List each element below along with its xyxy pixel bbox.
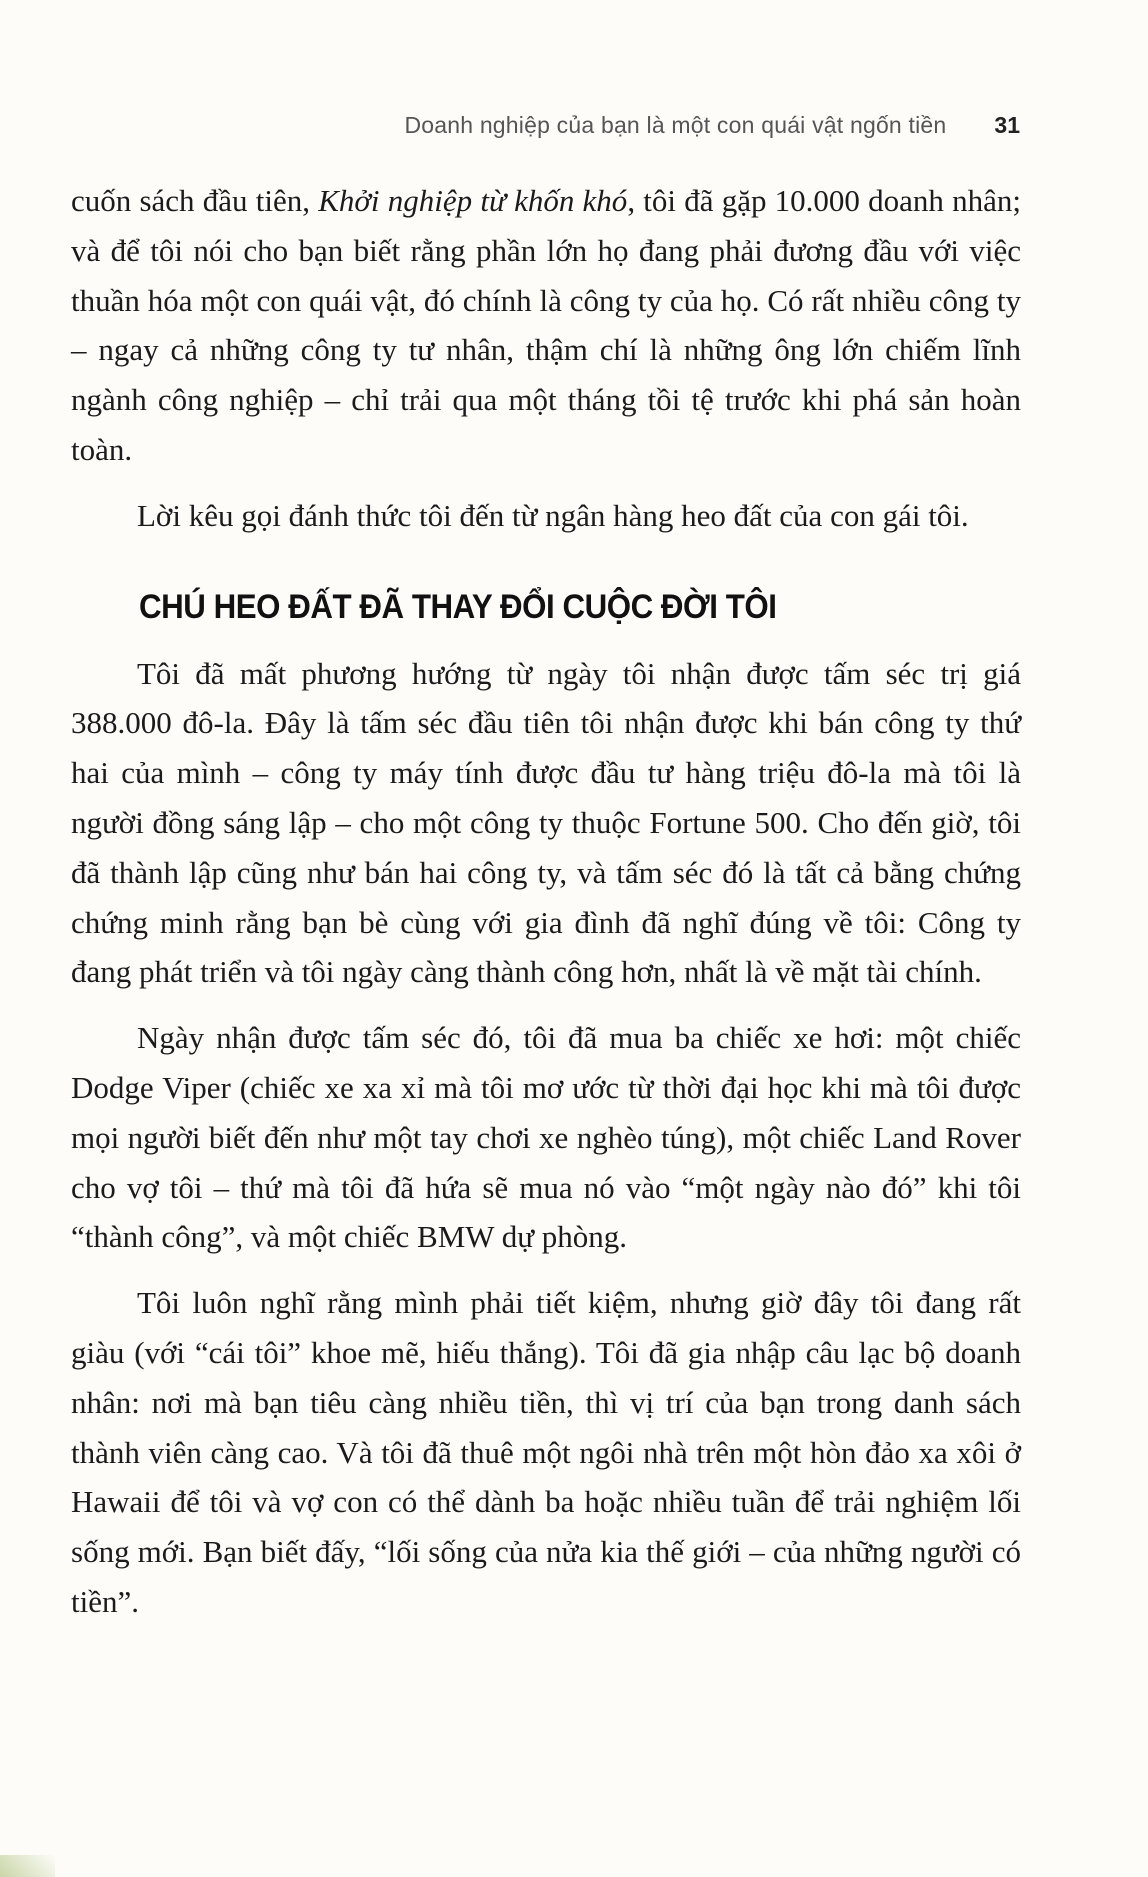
running-title: Doanh nghiệp của bạn là một con quái vật ngốn tiền	[404, 112, 947, 138]
paragraph: Lời kêu gọi đánh thức tôi đến từ ngân hàng heo đất của con gái tôi.	[137, 497, 969, 533]
page-body	[71, 176, 1021, 1627]
section-heading: CHÚ HEO ĐẤT ĐÃ THAY ĐỔI CUỘC ĐỜI TÔI	[139, 587, 777, 626]
paragraph: Tôi đã mất phương hướng từ ngày tôi nhận được tấm séc trị giá 388.000 đô-la. Đây là tấm séc đầu tiên tôi nhận được khi bán công ty thứ hai của mình – công ty máy tính được đầu tư hàng triệu đô-la mà tôi là người đồng sáng lập – cho một công ty thuộc Fortune 500. Cho đến giờ, tôi đã thành lập cũng như bán hai công ty, và tấm séc đó là tất cả bằng chứng chứng minh rằng bạn bè cùng với gia đình đã nghĩ đúng về tôi: Công ty đang phát triển và tôi ngày càng thành công hơn, nhất là về mặt tài chính.	[71, 655, 1021, 990]
page-number: 31	[994, 112, 1020, 138]
book-title-italic: Khởi nghiệp từ khốn khó	[318, 183, 628, 218]
paragraph: Tôi luôn nghĩ rằng mình phải tiết kiệm, nhưng giờ đây tôi đang rất giàu (với “cái tôi” khoe mẽ, hiếu thắng). Tôi đã gia nhập câu lạc bộ doanh nhân: nơi mà bạn tiêu càng nhiều tiền, thì vị trí của bạn trong danh sách thành viên càng cao. Và tôi đã thuê một ngôi nhà trên một hòn đảo xa xôi ở Hawaii để tôi và vợ con có thể dành ba hoặc nhiều tuần để trải nghiệm lối sống mới. Bạn biết đấy, “lối sống của nửa kia thế giới – của những người có tiền”.	[71, 1285, 1021, 1619]
paragraph-continuation	[71, 176, 1021, 475]
page-corner-shade	[0, 1855, 55, 1877]
paragraph: Ngày nhận được tấm séc đó, tôi đã mua ba chiếc xe hơi: một chiếc Dodge Viper (chiếc xe xa xỉ mà tôi mơ ước từ thời đại học khi mà tôi được mọi người biết đến như một tay chơi xe nghèo túng), một chiếc Land Rover cho vợ tôi – thứ mà tôi đã hứa sẽ mua nó vào “một ngày nào đó” khi tôi “thành công”, và một chiếc BMW dự phòng.	[71, 1020, 1021, 1255]
paragraph-text: , tôi đã gặp 10.000 doanh nhân; và để tôi nói cho bạn biết rằng phần lớn họ đang phải đương đầu với việc thuần hóa một con quái vật, đó chính là công ty của họ. Có rất nhiều công ty – ngay cả những công ty tư nhân, thậm chí là những ông lớn chiếm lĩnh ngành công nghiệp – chỉ trải qua một tháng tồi tệ trước khi phá sản hoàn toàn.	[71, 183, 1021, 467]
running-head	[300, 112, 1020, 139]
paragraph-text: cuốn sách đầu tiên,	[71, 183, 319, 218]
